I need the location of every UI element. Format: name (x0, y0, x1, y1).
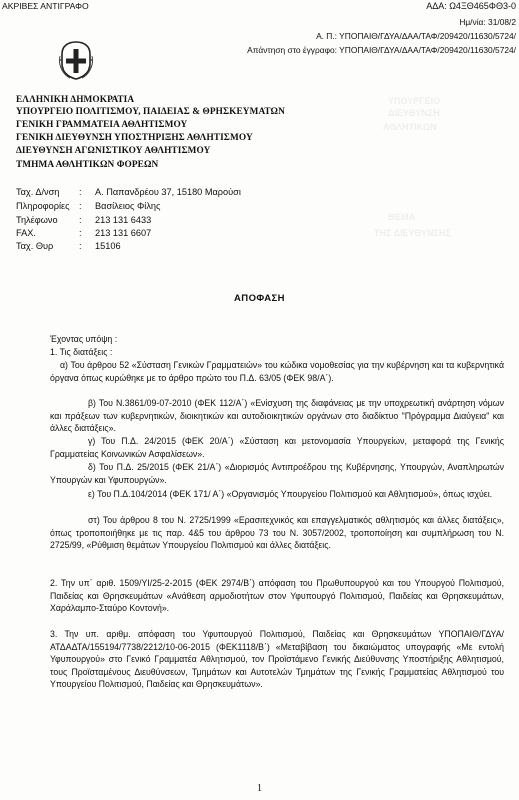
paragraph-2: 2. Την υπ΄ αριθ. 1509/ΥΙ/25-2-2015 (ΦΕΚ 2974/Β΄) απόφαση του Πρωθυπουργού και του Υπουργού Πολιτισμού, Παιδείας και Θρησκευμάτων «Ανάθεση αρμοδιοτήτων στον Υφυπουργό Πολιτισμού, Παιδείας και Θρησκευμάτων, Χαράλαμπο-Σταύρο Κοντονή». (50, 578, 504, 614)
provision-b: β) Του Ν.3861/09-07-2010 (ΦΕΚ 112/Α΄) «Ενίσχυση της διαφάνειας με την υποχρεωτική ανάρτηση νόμων και πράξεων των κυβερνητικών, διοικητικών και αυτοδιοικητικών οργάνων στο διαδίκτυο "Πρόγραμμα Διαύγεια" και άλλες διατάξεις». (50, 398, 504, 434)
page-number: 1 (257, 783, 262, 794)
provision-a: α) Του άρθρου 52 «Σύσταση Γενικών Γραμματειών» του κώδικα νομοθεσίας για την κυβέρνηση και τα κυβερνητικά όργανα όπως κυρώθηκε με το άρθρο πρώτο του Π.Δ. 63/05 (ΦΕΚ 98/Α΄). (50, 360, 504, 383)
paragraph-3: 3. Την υπ. αριθμ. απόφαση του Υφυπουργού Πολιτισμού, Παιδείας και Θρησκευμάτων ΥΠΟΠΑΙΘ/ΓΔΥΑ/ΑΤΔΑΔΤΑ/155194/7738/2212/10-06-2015 (ΦΕΚ1118/Β΄) «Μεταβίβαση του δικαιώματος υπογραφής «Με εντολή Υφυπουργού» στο Γενικό Γραμματέα Αθλητισμού, τον Προϊστάμενο Γενικής Διεύθυνσης Υποστήριξης Αθλητισμού, τους Προϊσταμένους Διευθύνσεων, Τμημάτων και Αυτοτελών Τμημάτων της Γενικής Γραμματείας Αθλητισμού του Υπουργείου Πολιτισμού, Παιδείας και Θρησκευμάτων». (50, 629, 504, 690)
contact-value: 213 131 6433 (95, 215, 152, 225)
provision-st: στ) Του άρθρου 8 του Ν. 2725/1999 «Ερασιτεχνικός και επαγγελματικός αθλητισμός και άλλες διατάξεις», όπως τροποποιήθηκε με τις παρ. 4&5 του άρθρου 73 του Ν. 3057/2002, τροποποίηση και συμπλήρωση του Ν. 2725/99, «Ρύθμιση θεμάτων Υπουργείου Πολιτισμού και άλλες διατάξεις. (50, 515, 504, 551)
document-date: Ημ/νία: 31/08/2 (459, 17, 516, 27)
protocol-number: Α. Π.: ΥΠΟΠΑΙΘ/ΓΔΥΑ/ΔΑΑ/ΤΑΦ/209420/11630/5724/ (316, 31, 516, 41)
provision-c: γ) Του Π.Δ. 24/2015 (ΦΕΚ 20/Α΄) «Σύσταση και μετονομασία Υπουργείων, μεταφορά της Γενικής Γραμματείας Κοινωνικών Ασφαλίσεων». (50, 436, 504, 459)
document-title: ΑΠΟΦΑΣΗ (234, 293, 285, 304)
intro-line: Έχοντας υπόψη : (50, 334, 118, 344)
contact-label: Πληροφορίες (16, 201, 70, 211)
contact-label: FAX. (16, 228, 36, 238)
contact-value: 15106 (95, 241, 121, 251)
contact-label: Ταχ. Θυρ (16, 241, 54, 251)
institution-line: ΓΕΝΙΚΗ ΔΙΕΥΘΥΝΣΗ ΥΠΟΣΤΗΡΙΞΗΣ ΑΘΛΗΤΙΣΜΟΥ (16, 133, 253, 143)
contact-label: Τηλέφωνο (16, 215, 58, 225)
contact-value: Α. Παπανδρέου 37, 15180 Μαρούσι (95, 187, 241, 197)
contact-label: Ταχ. Δ/νση (16, 187, 60, 197)
institution-line: ΔΙΕΥΘΥΝΣΗ ΑΓΩΝΙΣΤΙΚΟΥ ΑΘΛΗΤΙΣΜΟΥ (16, 146, 211, 156)
contact-value: Βασίλειος Φίλης (95, 201, 161, 211)
greek-emblem-icon (58, 40, 94, 80)
institution-line: ΓΕΝΙΚΗ ΓΡΑΜΜΑΤΕΙΑ ΑΘΛΗΤΙΣΜΟΥ (16, 120, 188, 130)
institution-line: ΤΜΗΜΑ ΑΘΛΗΤΙΚΩΝ ΦΟΡΕΩΝ (16, 160, 159, 170)
item-heading: 1. Τις διατάξεις : (50, 347, 113, 357)
provision-d: δ) Του Π.Δ. 25/2015 (ΦΕΚ 21/Α΄) «Διορισμός Αντιπροέδρου της Κυβέρνησης, Υπουργών, Αναπληρωτών Υπουργών και Υφυπουργών». (50, 462, 504, 485)
institution-line: ΕΛΛΗΝΙΚΗ ΔΗΜΟΚΡΑΤΙΑ (16, 95, 135, 105)
provision-e: ε) Του Π.Δ.104/2014 (ΦΕΚ 171/ Α΄) «Οργανισμός Υπουργείου Πολιτισμού και Αθλητισμού», όπως ισχύει. (88, 489, 493, 499)
ada-number: ΑΔΑ: Ω4ΞΘ465ΦΘ3-0 (426, 1, 516, 11)
copy-label: ΑΚΡΙΒΕΣ ΑΝΤΙΓΡΑΦΟ (2, 1, 89, 11)
reply-reference: Απάντηση στο έγγραφο: ΥΠΟΠΑΙΘ/ΓΔΥΑ/ΔΑΑ/ΤΑΦ/209420/11630/5724/ (247, 45, 516, 55)
contact-value: 213 131 6607 (95, 228, 152, 238)
institution-line: ΥΠΟΥΡΓΕΙΟ ΠΟΛΙΤΙΣΜΟΥ, ΠΑΙΔΕΙΑΣ & ΘΡΗΣΚΕΥΜΑΤΩΝ (16, 107, 285, 117)
